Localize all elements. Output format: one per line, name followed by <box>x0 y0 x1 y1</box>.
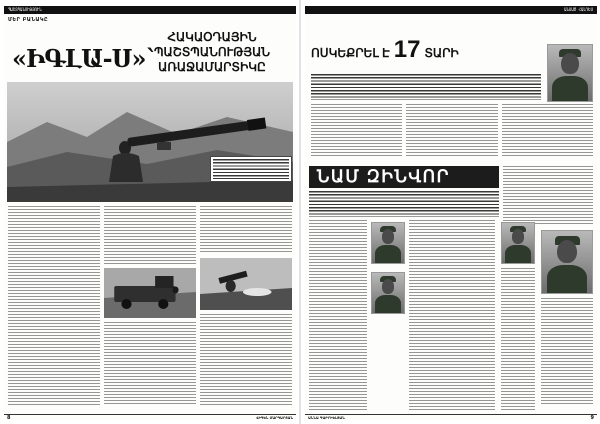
left-body-columns <box>8 206 292 406</box>
feature-title-suffix: ՏԱՐԻ <box>424 46 459 60</box>
left-page <box>4 6 296 420</box>
left-header-bar <box>4 6 296 14</box>
launch-photo <box>200 258 292 310</box>
section-tag: ՄԵՐ ԲԱՆԱԿԸ <box>8 17 49 23</box>
body-column-b <box>409 220 495 410</box>
left-header-text: ՊԱՇՏՊԱՆՈՒԹՅՈՒՆ <box>8 7 42 12</box>
right-byline: ԱՆՆԱ ԳԱԲՐԻԵԼՅԱՆ <box>308 415 345 420</box>
feature-columns <box>311 104 593 156</box>
left-page-number: 8 <box>7 414 11 420</box>
right-page-number: 9 <box>590 414 594 420</box>
page-gutter <box>299 0 301 424</box>
feature-title-number: 17 <box>393 36 421 63</box>
right-header-right: ԱՆՍԱԾ ՀԱՆԴԵՍ <box>564 7 593 12</box>
right-header-bar <box>305 6 597 14</box>
feature-intro <box>311 74 541 100</box>
headline-banner <box>309 166 499 188</box>
banner-side-column <box>503 166 593 226</box>
portrait-soldier-1 <box>371 222 405 264</box>
banner-headline: ՆԱՄ ԶԻՆՎՈՐ <box>317 167 450 186</box>
body-column-c <box>501 268 535 410</box>
left-signature: ՎԻԳԵՆ ՄԱՐԳԱՐՅԱՆ <box>255 415 293 420</box>
right-page <box>305 6 597 420</box>
vehicle-image <box>104 268 196 318</box>
portrait-soldier-2 <box>371 272 405 314</box>
vehicle-photo <box>104 268 196 318</box>
quote-box <box>210 156 292 182</box>
launcher-photo <box>7 82 293 202</box>
portrait-soldier-4 <box>541 230 593 294</box>
portrait-photo-top <box>547 44 593 102</box>
column-3 <box>200 206 292 406</box>
portrait-soldier-3 <box>501 222 535 264</box>
body-column-d <box>541 298 593 404</box>
feature-title-prefix: ՈՍԿԵՔՐԵԼ Է <box>311 46 390 60</box>
headline-line-2: ՊԱՇՏՊԱՆՈՒԹՅԱՆ <box>153 45 271 59</box>
quote-title: «ԻԳԼԱ-Ս»` <box>12 44 157 73</box>
column-2 <box>104 206 196 406</box>
left-footer <box>4 414 296 420</box>
body-column-a <box>309 220 367 410</box>
banner-lead <box>309 191 499 217</box>
headline-line-3: ԱՌԱՋԱՄԱՐՏԻԿԸ <box>158 60 266 74</box>
launcher-image <box>7 82 293 202</box>
headline-block <box>132 30 292 75</box>
right-footer <box>305 414 597 420</box>
column-1 <box>8 206 100 406</box>
launch-image <box>200 258 292 310</box>
feature-title <box>311 36 459 64</box>
headline-line-1: ՀԱԿԱՕԴԱՅԻՆ <box>167 30 257 44</box>
